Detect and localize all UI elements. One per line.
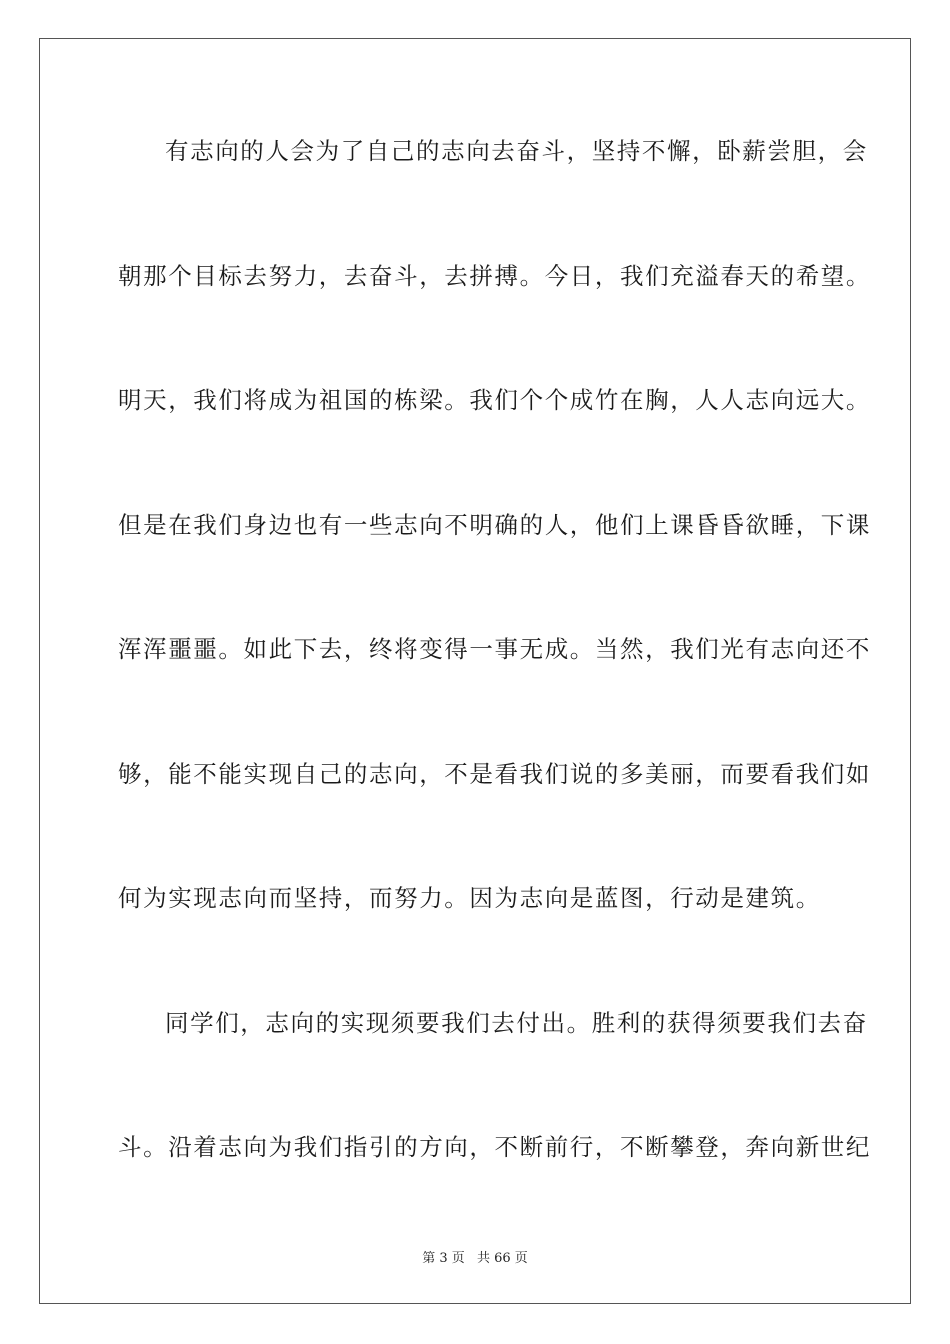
paragraph-line: 但是在我们身边也有一些志向不明确的人，他们上课昏昏欲睡，下课 (118, 510, 871, 539)
paragraph-line: 朝那个目标去努力，去奋斗，去拼搏。今日，我们充溢春天的希望。 (118, 261, 871, 290)
paragraph-line: 明天，我们将成为祖国的栋梁。我们个个成竹在胸，人人志向远大。 (118, 386, 871, 414)
paragraph-line: 何为实现志向而坚持，而努力。因为志向是蓝图，行动是建筑。 (118, 884, 821, 912)
paragraph-line: 浑浑噩噩。如此下去，终将变得一事无成。当然，我们光有志向还不 (118, 635, 871, 663)
paragraph-line: 同学们，志向的实现须要我们去付出。胜利的获得须要我们去奋 (165, 1008, 868, 1037)
paragraph-line: 斗。沿着志向为我们指引的方向，不断前行，不断攀登，奔向新世纪 (118, 1133, 871, 1161)
document-body (118, 125, 871, 1246)
total-pages: 共 66 页 (476, 1251, 528, 1266)
page-number: 第 3 页 (422, 1251, 465, 1266)
paragraph-line: 有志向的人会为了自己的志向去奋斗，坚持不懈，卧薪尝胆，会 (165, 137, 868, 165)
page-footer (0, 1247, 950, 1266)
paragraph-line: 够，能不能实现自己的志向，不是看我们说的多美丽，而要看我们如 (118, 759, 871, 788)
